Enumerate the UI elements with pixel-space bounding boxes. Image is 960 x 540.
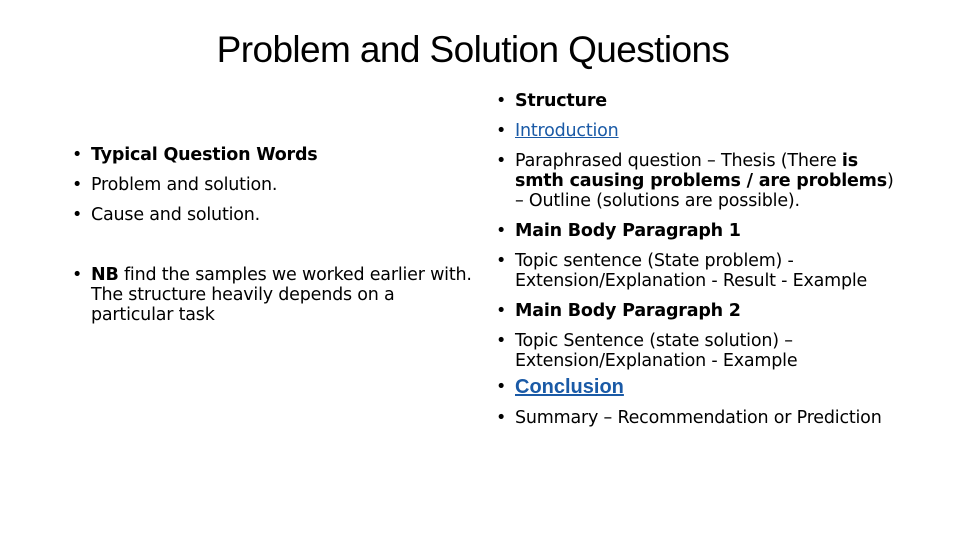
bullet-typical-question-words (72, 145, 472, 165)
main-body-2-heading: Main Body Paragraph 2 (515, 301, 741, 321)
bullet-nb-note (72, 265, 472, 325)
bullet-cause-and-solution (72, 205, 472, 225)
bullet-introduction[interactable] (496, 121, 896, 141)
topic-sentence-solution-text: Topic Sentence (state solution) – Extension/Explanation - Example (515, 331, 798, 371)
bullet-conclusion[interactable] (496, 377, 896, 398)
bullet-summary (496, 408, 896, 428)
left-bullet-list (72, 145, 472, 335)
outline-text: ) – Outline (solutions are possible). (515, 171, 894, 211)
bullet-structure (496, 91, 896, 111)
bullet-problem-and-solution (72, 175, 472, 195)
nb-label: NB (91, 265, 119, 285)
summary-text: Summary – Recommendation or Prediction (515, 408, 882, 428)
cause-and-solution-text: Cause and solution. (91, 205, 261, 225)
bullet-paraphrased-question (496, 151, 896, 211)
bullet-topic-sentence-problem (496, 251, 896, 291)
topic-sentence-problem-text: Topic sentence (State problem) - Extension/Explanation - Result - Example (515, 251, 868, 291)
introduction-link[interactable]: Introduction (515, 121, 619, 141)
bullet-main-body-paragraph-2 (496, 301, 896, 321)
conclusion-link[interactable]: Conclusion (515, 376, 624, 398)
bullet-main-body-paragraph-1 (496, 221, 896, 241)
problem-and-solution-text: Problem and solution. (91, 175, 278, 195)
typical-question-words-text: Typical Question Words (91, 145, 318, 165)
bullet-topic-sentence-solution (496, 331, 896, 371)
main-body-1-heading: Main Body Paragraph 1 (515, 221, 741, 241)
structure-heading: Structure (515, 91, 607, 111)
nb-note-text: find the samples we worked earlier with. The structure heavily depends on a particular task (91, 265, 472, 325)
thesis-bold-text: is smth causing problems / are problems (515, 151, 887, 191)
right-bullet-list (496, 91, 896, 438)
slide-title: Problem and Solution Questions (216, 29, 730, 70)
paraphrased-question-text: Paraphrased question – Thesis (There (515, 151, 842, 171)
